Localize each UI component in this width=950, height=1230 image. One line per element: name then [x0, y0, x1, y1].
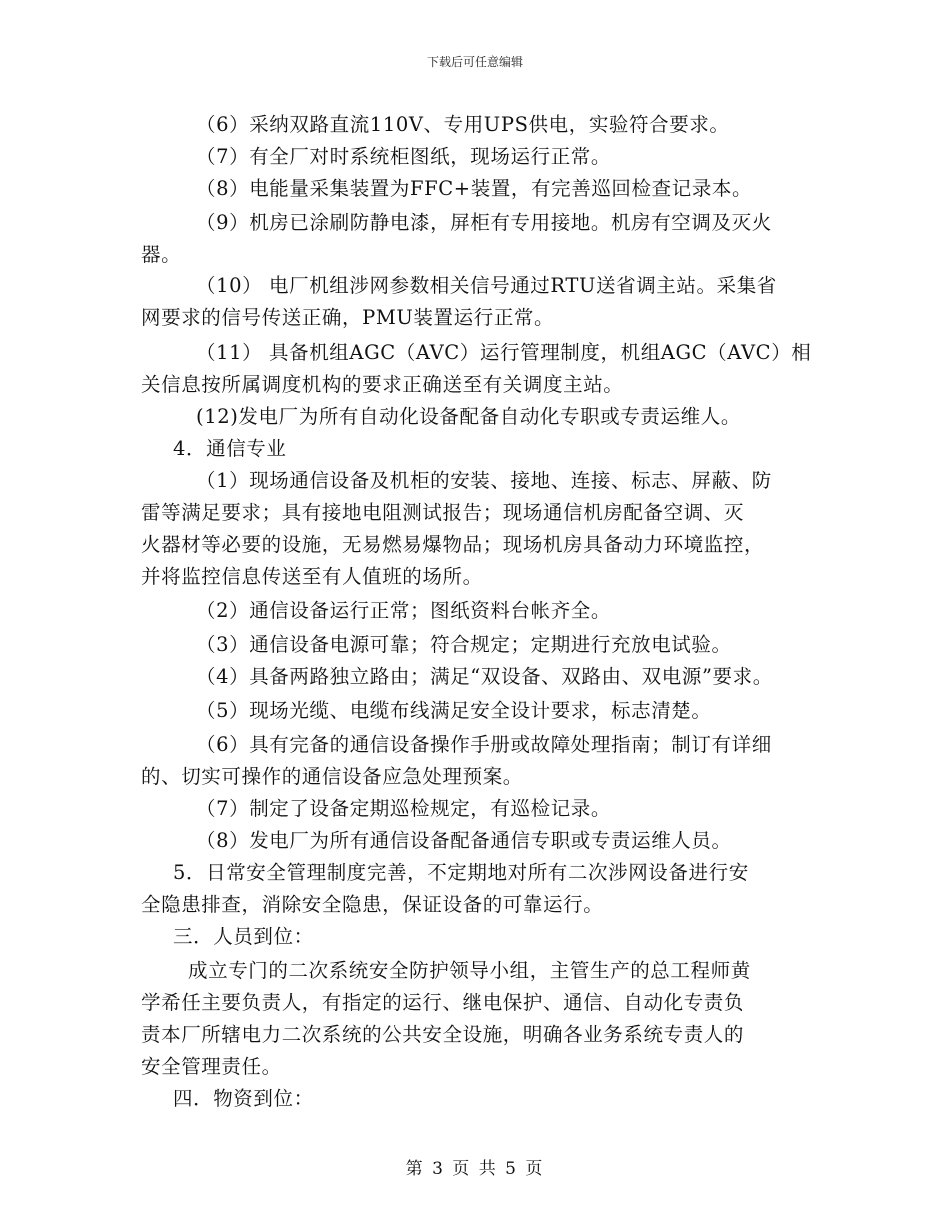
paragraph-line: 成立专门的二次系统安全防护领导小组，主管生产的总工程师黄 — [188, 959, 751, 982]
paragraph-line: 全隐患排查，消除安全隐患，保证设备的可靠运行。 — [141, 893, 604, 916]
paragraph-line: 并将监控信息传送至有人值班的场所。 — [141, 565, 483, 588]
paragraph-line: （7）有全厂对时系统柜图纸，现场运行正常。 — [196, 145, 612, 168]
paragraph-line: (12)发电厂为所有自动化设备配备自动化专职或专责运维人。 — [196, 405, 741, 428]
paragraph-line: 学希任主要负责人，有指定的运行、继电保护、通信、自动化专责负 — [141, 991, 745, 1014]
paragraph-line: （3）通信设备电源可靠；符合规定；定期进行充放电试验。 — [196, 633, 732, 656]
paragraph-line: （10） 电厂机组涉网参数相关信号通过RTU送省调主站。采集省 — [196, 274, 777, 297]
page-header: 下载后可任意编辑 — [426, 55, 523, 69]
paragraph-line: 网要求的信号传送正确，PMU装置运行正常。 — [141, 306, 555, 329]
paragraph-line: 雷等满足要求；具有接地电阻测试报告；现场通信机房配备空调、灭 — [141, 501, 745, 524]
paragraph-line: （6）采纳双路直流110V、专用UPS供电，实验符合要求。 — [196, 113, 730, 136]
paragraph-line: （9）机房已涂刷防静电漆，屏柜有专用接地。机房有空调及灭火 — [196, 211, 772, 234]
paragraph-line: （1）现场通信设备及机柜的安装、接地、连接、标志、屏蔽、防 — [196, 469, 772, 492]
paragraph-line: （6）具有完备的通信设备操作手册或故障处理指南；制订有详细 — [196, 733, 772, 756]
section-heading: 4．通信专业 — [173, 437, 287, 460]
paragraph-line: 的、切实可操作的通信设备应急处理预案。 — [141, 765, 523, 788]
paragraph-line: （8）电能量采集装置为FFC+装置，有完善巡回检查记录本。 — [196, 177, 753, 200]
paragraph-line: 关信息按所属调度机构的要求正确送至有关调度主站。 — [141, 373, 624, 396]
paragraph-line: （11） 具备机组AGC（AVC）运行管理制度，机组AGC（AVC）相 — [196, 341, 812, 364]
section-heading: 三．人员到位： — [173, 925, 314, 948]
paragraph-line: 器。 — [141, 243, 182, 266]
paragraph-line: （7）制定了设备定期巡检规定，有巡检记录。 — [196, 797, 612, 820]
paragraph-line: （8）发电厂为所有通信设备配备通信专职或专责运维人员。 — [196, 829, 732, 852]
page-number: 第 3 页 共 5 页 — [405, 1159, 545, 1179]
paragraph-line: （4）具备两路独立路由；满足“双设备、双路由、双电源”要求。 — [196, 665, 773, 688]
paragraph-line: 安全管理责任。 — [141, 1055, 282, 1078]
paragraph-line: 责本厂所辖电力二次系统的公共安全设施，明确各业务系统专责人的 — [141, 1023, 745, 1046]
paragraph-line: 火器材等必要的设施，无易燃易爆物品；现场机房具备动力环境监控， — [141, 533, 765, 556]
paragraph-line: （2）通信设备运行正常；图纸资料台帐齐全。 — [196, 599, 612, 622]
section-heading: 四．物资到位： — [173, 1087, 314, 1110]
paragraph-line: 5．日常安全管理制度完善，不定期地对所有二次涉网设备进行安 — [173, 861, 749, 884]
paragraph-line: （5）现场光缆、电缆布线满足安全设计要求，标志清楚。 — [196, 699, 712, 722]
